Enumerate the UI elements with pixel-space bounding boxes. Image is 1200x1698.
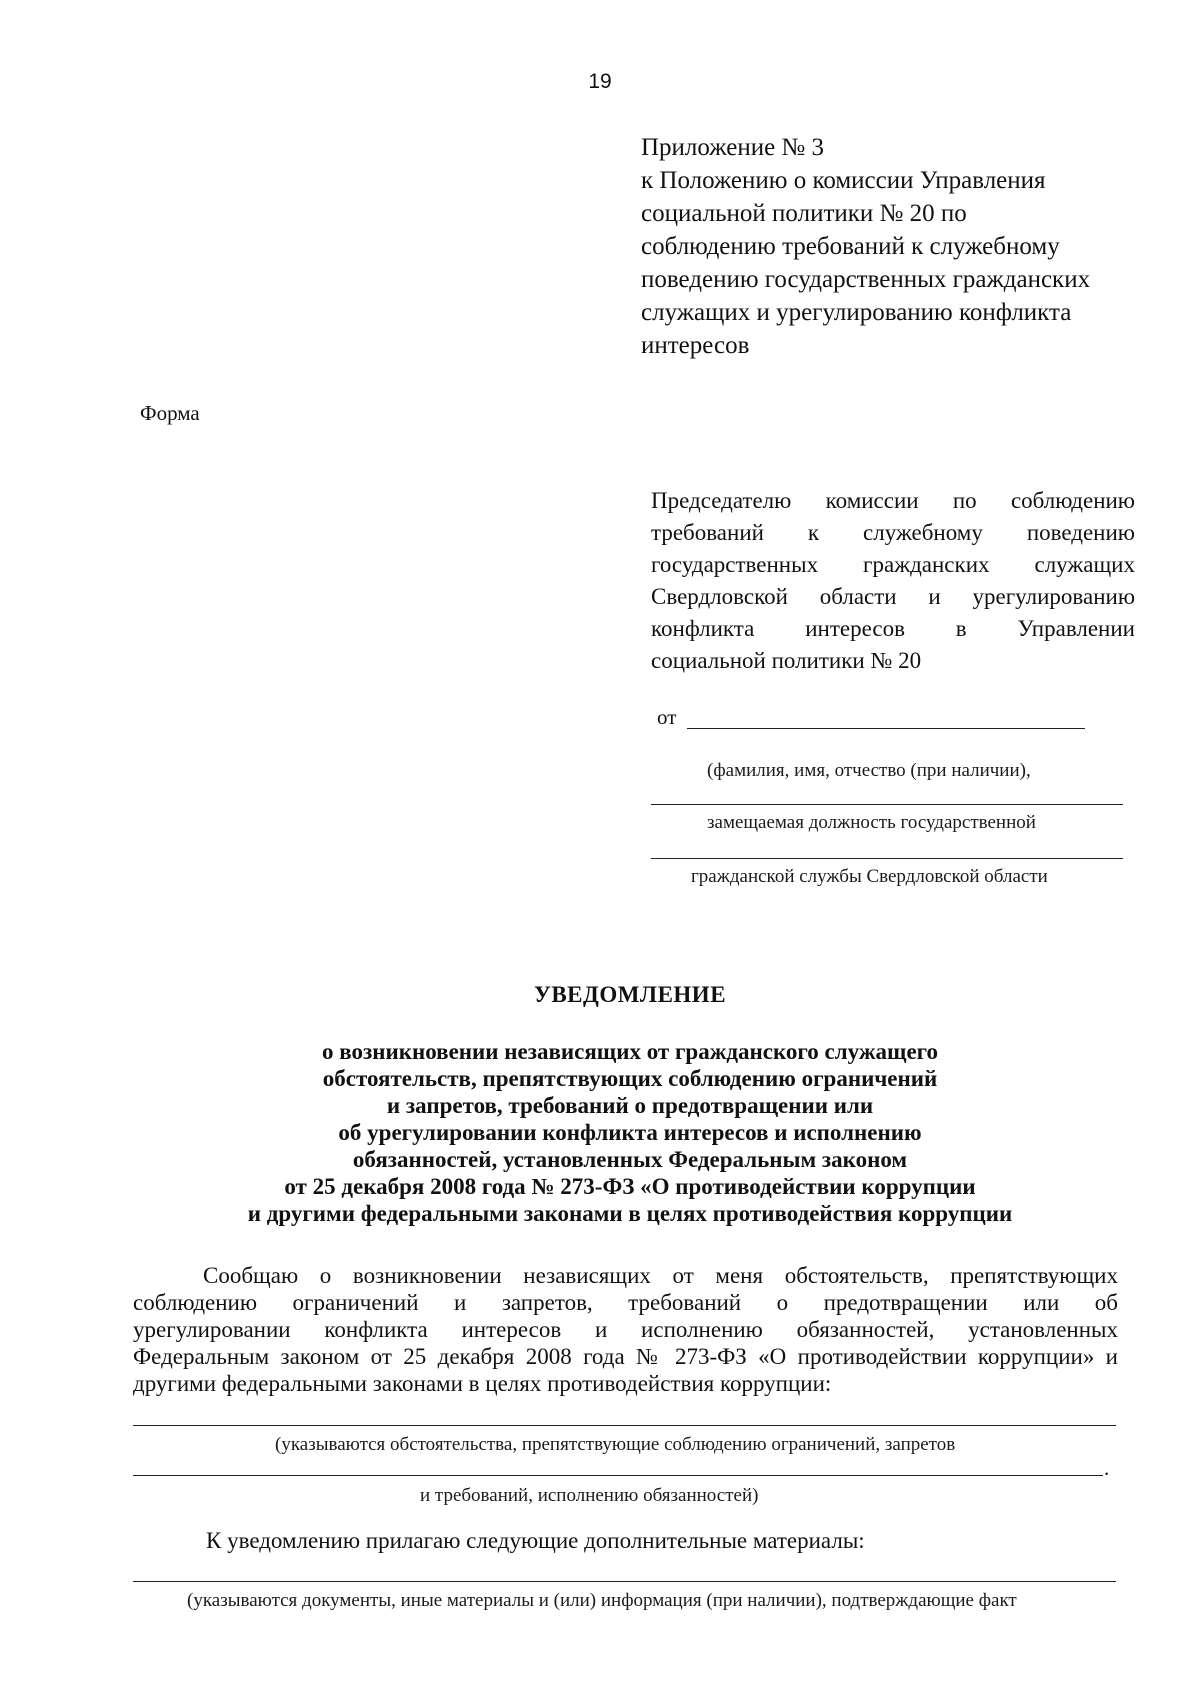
body-line: Сообщаю о возникновении независящих от меня обстоятельств, препятствующих — [203, 1263, 1118, 1288]
appendix-line: поведению государственных гражданских — [641, 266, 1091, 293]
attachments-fill-line[interactable] — [133, 1581, 1116, 1582]
requirements-fill-line[interactable] — [133, 1475, 1103, 1476]
addressee-block — [651, 485, 1135, 677]
circumstances-fill-line[interactable] — [133, 1425, 1116, 1426]
body-line: Федеральным законом от 25 декабря 2008 года № 273-ФЗ «О противодействии коррупции» и — [133, 1344, 1118, 1369]
addressee-line: требований к служебному поведению — [651, 520, 1135, 545]
subtitle-line: и запретов, требований о предотвращении или — [386, 1093, 874, 1118]
subtitle-line: обязанностей, установленных Федеральным законом — [352, 1147, 908, 1172]
caption-documents: (указываются документы, иные материалы и (или) информация (при наличии), подтверждающие факт — [187, 1590, 1017, 1611]
subtitle-line: о возникновении независящих от гражданского служащего — [321, 1039, 939, 1064]
caption-requirements: и требований, исполнению обязанностей) — [420, 1485, 759, 1506]
addressee-line: социальной политики № 20 — [651, 648, 922, 673]
caption-fio: (фамилия, имя, отчество (при наличии), — [707, 760, 1031, 781]
caption-position: замещаемая должность государственной — [707, 812, 1036, 833]
line-end-mark: . — [1104, 1456, 1110, 1480]
addressee-line: Председателю комиссии по соблюдению — [651, 488, 1135, 513]
appendix-line: Приложение № 3 — [641, 134, 825, 161]
appendix-line: к Положению о комиссии Управления — [641, 167, 1046, 194]
subtitle-line: об урегулировании конфликта интересов и исполнению — [338, 1120, 922, 1145]
from-fill-line[interactable] — [687, 728, 1085, 729]
caption-circumstances: (указываются обстоятельства, препятствующие соблюдению ограничений, запретов — [275, 1434, 956, 1455]
subtitle-line: и другими федеральными законами в целях противодействия коррупции — [247, 1201, 1013, 1226]
appendix-line: интересов — [641, 332, 750, 359]
attachments-text: К уведомлению прилагаю следующие дополнительные материалы: — [206, 1528, 865, 1553]
body-line: другими федеральными законами в целях противодействия коррупции: — [133, 1371, 832, 1396]
body-line: соблюдению ограничений и запретов, требований о предотвращении или об — [133, 1290, 1118, 1315]
appendix-line: соблюдению требований к служебному — [641, 233, 1060, 260]
subtitle-line: от 25 декабря 2008 года № 273-ФЗ «О противодействии коррупции — [284, 1174, 976, 1199]
page-number: 19 — [588, 70, 612, 93]
appendix-line: социальной политики № 20 по — [641, 200, 967, 227]
addressee-line: государственных гражданских служащих — [651, 552, 1135, 577]
appendix-header — [641, 131, 1161, 362]
caption-service: гражданской службы Свердловской области — [691, 866, 1048, 887]
document-title: УВЕДОМЛЕНИЕ — [533, 982, 727, 1007]
subtitle-line: обстоятельств, препятствующих соблюдению ограничений — [322, 1066, 938, 1091]
service-fill-line[interactable] — [651, 858, 1123, 859]
addressee-line: Свердловской области и урегулированию — [651, 584, 1135, 609]
position-fill-line[interactable] — [651, 804, 1123, 805]
body-paragraph — [133, 1262, 1118, 1397]
body-line: урегулировании конфликта интересов и исполнению обязанностей, установленных — [133, 1317, 1118, 1342]
document-subtitle — [150, 1038, 1110, 1227]
appendix-line: служащих и урегулированию конфликта — [641, 299, 1072, 326]
from-prefix: от — [657, 705, 677, 729]
addressee-line: конфликта интересов в Управлении — [651, 616, 1135, 641]
form-label: Форма — [140, 401, 200, 425]
